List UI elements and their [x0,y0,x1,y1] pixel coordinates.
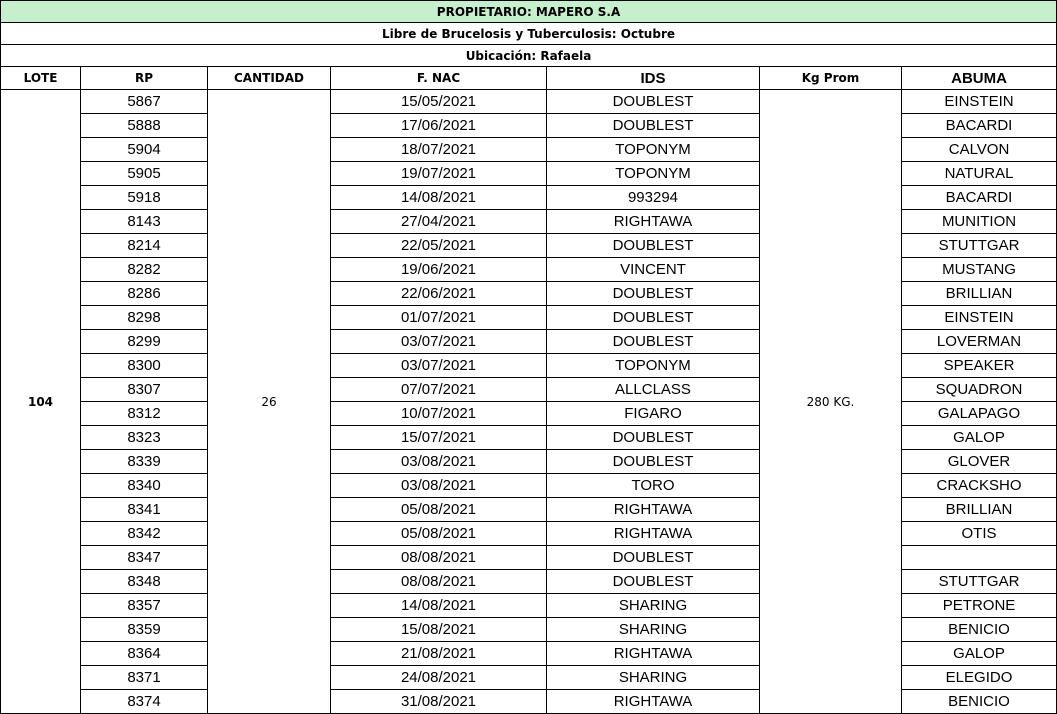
ids-cell: SHARING [547,618,760,642]
ids-cell: RIGHTAWA [547,642,760,666]
rp-cell: 5888 [81,114,208,138]
rp-cell: 8307 [81,378,208,402]
abuma-cell: SPEAKER [902,354,1057,378]
fnac-cell: 22/06/2021 [331,282,547,306]
ids-cell: VINCENT [547,258,760,282]
ids-cell: RIGHTAWA [547,498,760,522]
rp-cell: 8282 [81,258,208,282]
owner-title: PROPIETARIO: MAPERO S.A [1,1,1057,23]
rp-cell: 8298 [81,306,208,330]
ids-cell: SHARING [547,666,760,690]
cantidad-cell: 26 [208,90,331,714]
fnac-cell: 05/08/2021 [331,498,547,522]
fnac-cell: 31/08/2021 [331,690,547,714]
rp-cell: 8341 [81,498,208,522]
rp-cell: 8357 [81,594,208,618]
ids-cell: FIGARO [547,402,760,426]
ids-cell: DOUBLEST [547,234,760,258]
rp-cell: 8339 [81,450,208,474]
table-row [1,90,1057,114]
rp-cell: 8214 [81,234,208,258]
kg-prom-cell: 280 KG. [760,90,902,714]
ids-cell: DOUBLEST [547,330,760,354]
abuma-cell: BRILLIAN [902,498,1057,522]
rp-cell: 8347 [81,546,208,570]
abuma-cell: CALVON [902,138,1057,162]
col-header-cantidad: CANTIDAD [208,67,331,90]
column-header-row [1,67,1057,90]
rp-cell: 5867 [81,90,208,114]
rp-cell: 5905 [81,162,208,186]
abuma-cell: GALOP [902,642,1057,666]
abuma-cell: BACARDI [902,114,1057,138]
abuma-cell: BACARDI [902,186,1057,210]
rp-cell: 8312 [81,402,208,426]
location-label: Ubicación: Rafaela [1,45,1057,67]
fnac-cell: 08/08/2021 [331,570,547,594]
abuma-cell: EINSTEIN [902,90,1057,114]
fnac-cell: 24/08/2021 [331,666,547,690]
health-status: Libre de Brucelosis y Tuberculosis: Octubre [1,23,1057,45]
fnac-cell: 22/05/2021 [331,234,547,258]
fnac-cell: 19/06/2021 [331,258,547,282]
abuma-cell: MUSTANG [902,258,1057,282]
fnac-cell: 21/08/2021 [331,642,547,666]
rp-cell: 5904 [81,138,208,162]
fnac-cell: 17/06/2021 [331,114,547,138]
fnac-cell: 05/08/2021 [331,522,547,546]
rp-cell: 8374 [81,690,208,714]
abuma-cell: STUTTGAR [902,570,1057,594]
ids-cell: DOUBLEST [547,426,760,450]
abuma-cell: BENICIO [902,690,1057,714]
abuma-cell: SQUADRON [902,378,1057,402]
abuma-cell: MUNITION [902,210,1057,234]
rp-cell: 8342 [81,522,208,546]
fnac-cell: 03/07/2021 [331,354,547,378]
fnac-cell: 01/07/2021 [331,306,547,330]
abuma-cell [902,546,1057,570]
ids-cell: DOUBLEST [547,114,760,138]
ids-cell: TOPONYM [547,138,760,162]
ids-cell: TOPONYM [547,162,760,186]
ids-cell: TORO [547,474,760,498]
abuma-cell: OTIS [902,522,1057,546]
rp-cell: 5918 [81,186,208,210]
col-header-abuma: ABUMA [902,67,1057,90]
ids-cell: DOUBLEST [547,450,760,474]
col-header-lote: LOTE [1,67,81,90]
rp-cell: 8340 [81,474,208,498]
abuma-cell: ELEGIDO [902,666,1057,690]
col-header-ids: IDS [547,67,760,90]
lote-cell: 104 [1,90,81,714]
ids-cell: RIGHTAWA [547,210,760,234]
abuma-cell: BENICIO [902,618,1057,642]
fnac-cell: 03/08/2021 [331,450,547,474]
abuma-cell: GALAPAGO [902,402,1057,426]
abuma-cell: LOVERMAN [902,330,1057,354]
rp-cell: 8300 [81,354,208,378]
ids-cell: DOUBLEST [547,90,760,114]
ids-cell: SHARING [547,594,760,618]
rp-cell: 8286 [81,282,208,306]
col-header-rp: RP [81,67,208,90]
ids-cell: DOUBLEST [547,282,760,306]
rp-cell: 8323 [81,426,208,450]
abuma-cell: PETRONE [902,594,1057,618]
fnac-cell: 15/05/2021 [331,90,547,114]
col-header-fnac: F. NAC [331,67,547,90]
fnac-cell: 18/07/2021 [331,138,547,162]
rp-cell: 8364 [81,642,208,666]
rp-cell: 8359 [81,618,208,642]
fnac-cell: 14/08/2021 [331,186,547,210]
ids-cell: DOUBLEST [547,570,760,594]
col-header-kg-prom: Kg Prom [760,67,902,90]
abuma-cell: NATURAL [902,162,1057,186]
fnac-cell: 14/08/2021 [331,594,547,618]
fnac-cell: 03/07/2021 [331,330,547,354]
ids-cell: RIGHTAWA [547,522,760,546]
ids-cell: DOUBLEST [547,546,760,570]
fnac-cell: 07/07/2021 [331,378,547,402]
abuma-cell: GLOVER [902,450,1057,474]
abuma-cell: EINSTEIN [902,306,1057,330]
ids-cell: TOPONYM [547,354,760,378]
fnac-cell: 15/07/2021 [331,426,547,450]
abuma-cell: GALOP [902,426,1057,450]
fnac-cell: 10/07/2021 [331,402,547,426]
fnac-cell: 27/04/2021 [331,210,547,234]
rp-cell: 8299 [81,330,208,354]
fnac-cell: 08/08/2021 [331,546,547,570]
abuma-cell: BRILLIAN [902,282,1057,306]
fnac-cell: 15/08/2021 [331,618,547,642]
ids-cell: ALLCLASS [547,378,760,402]
rp-cell: 8348 [81,570,208,594]
fnac-cell: 03/08/2021 [331,474,547,498]
abuma-cell: CRACKSHO [902,474,1057,498]
ids-cell: 993294 [547,186,760,210]
ids-cell: DOUBLEST [547,306,760,330]
rp-cell: 8143 [81,210,208,234]
fnac-cell: 19/07/2021 [331,162,547,186]
rp-cell: 8371 [81,666,208,690]
ids-cell: RIGHTAWA [547,690,760,714]
abuma-cell: STUTTGAR [902,234,1057,258]
